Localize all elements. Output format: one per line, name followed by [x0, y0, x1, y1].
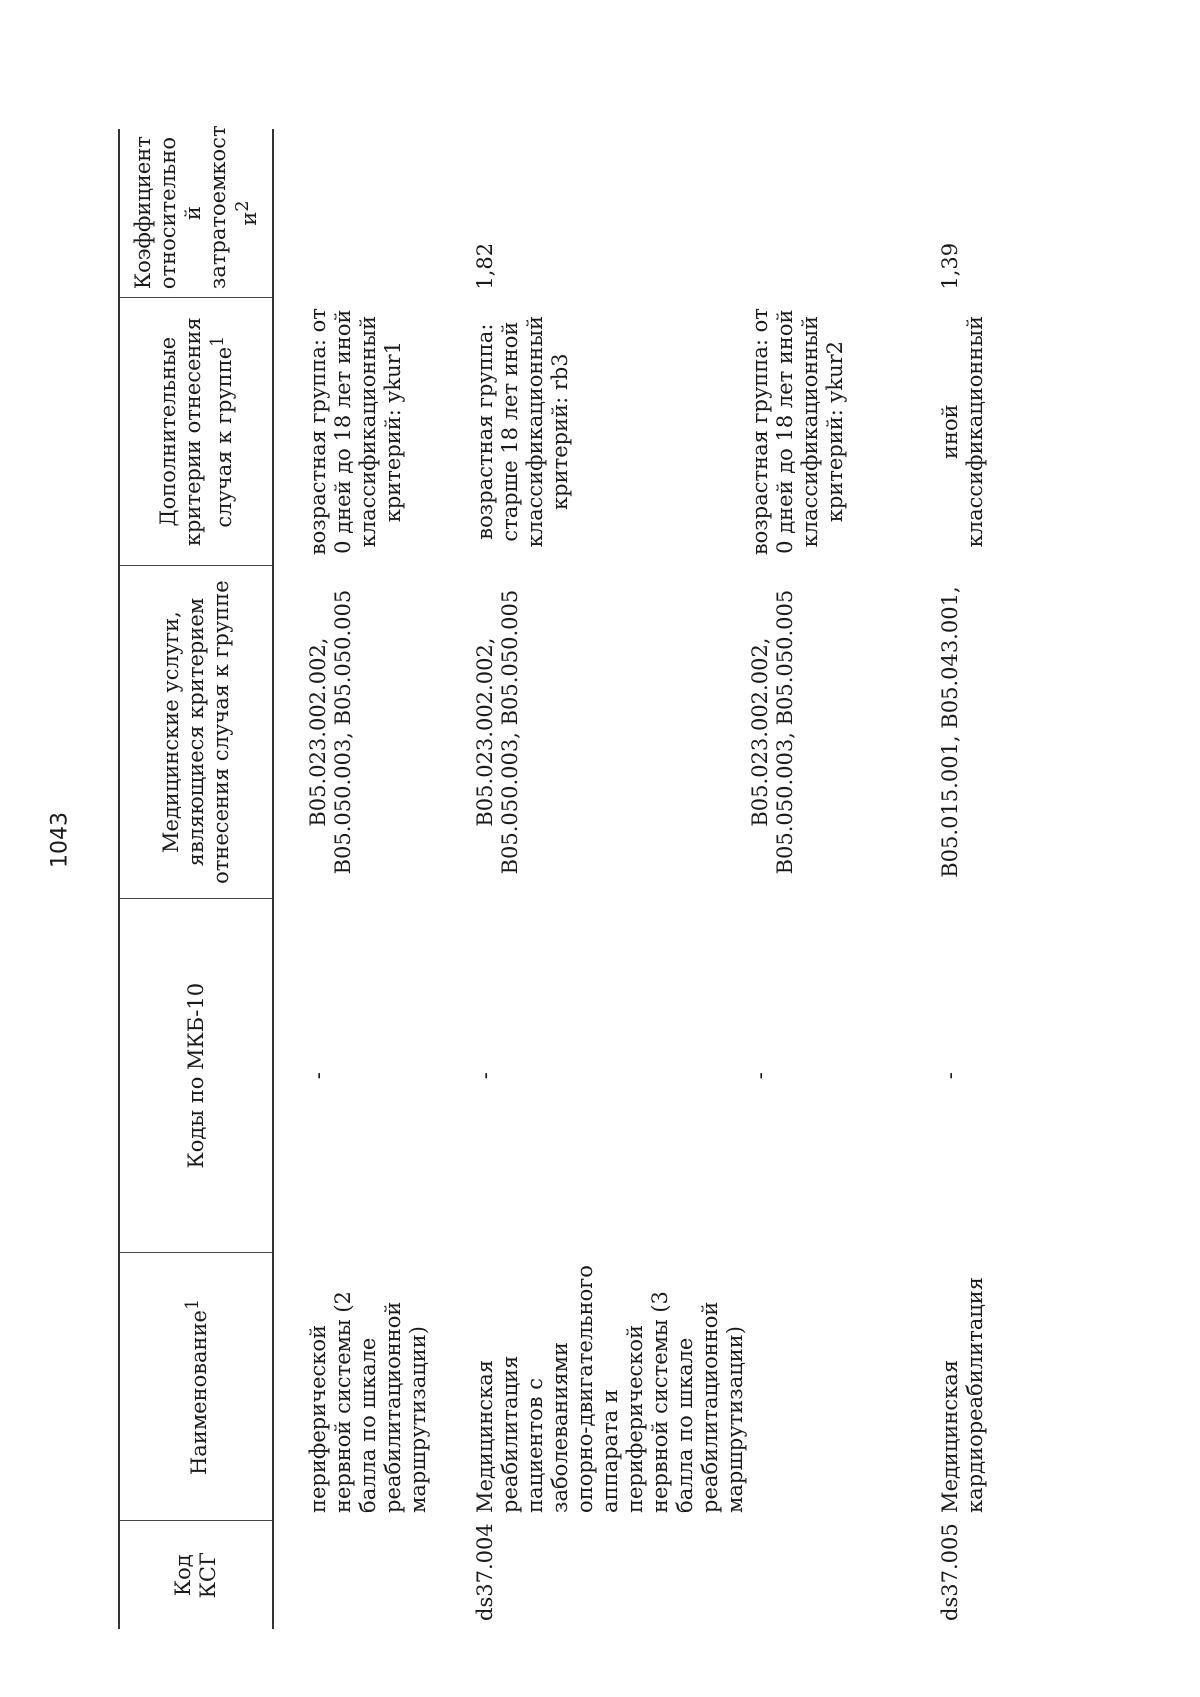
ksg-table [118, 125, 1018, 1629]
cell-code: ds37.005 [938, 1523, 962, 1621]
cell-services: B05.023.002.002, B05.050.003, B05.050.005 [473, 589, 522, 875]
cell-services: B05.023.002.002, B05.050.003, B05.050.005 [306, 589, 355, 875]
cell-code [273, 1521, 473, 1629]
header-code: Код КСГ [119, 1521, 273, 1629]
cell-code [748, 1521, 938, 1629]
cell-coef: 1,82 [473, 242, 497, 290]
cell-mkb: - [748, 1072, 772, 1080]
cell-mkb: - [306, 1072, 330, 1080]
table-row [938, 129, 1018, 1629]
cell-code: ds37.004 [473, 1523, 497, 1621]
cell-services: B05.023.002.002, B05.050.003, B05.050.005 [748, 589, 797, 875]
header-criteria: Дополнительные критерии отнесения случая к группе$^1$ [119, 298, 273, 566]
cell-criteria: иной классификационный [938, 315, 987, 548]
cell-mkb: - [938, 1072, 962, 1080]
header-services: Медицинские услуги, являющиеся критерием отнесения случая к группе [119, 566, 273, 899]
header-name: Наименование$^1$ [119, 1253, 273, 1521]
cell-criteria: возрастная группа: от 0 дней до 18 лет иной классификационный критерий: ykur2 [748, 308, 847, 556]
header-mkb: Коды по МКБ-10 [119, 898, 273, 1252]
cell-name: Медицинская реабилитация пациентов с заболеваниями опорно-двигательного аппарата и периферической нервной системы (3 балла по шкале реабилитационной маршрутизации) [473, 1265, 747, 1513]
cell-name: периферической нервной системы (2 балла по шкале реабилитационной маршрутизации) [306, 1291, 430, 1513]
header-coef: Коэффициент относительно й затратоемкост $и^2$ [119, 129, 273, 298]
cell-criteria: возрастная группа: старше 18 лет иной классификационный критерий: rb3 [473, 315, 572, 548]
cell-services: B05.015.001, B05.043.001, [938, 586, 962, 878]
cell-name: Медицинская кардиореабилитация [938, 1277, 987, 1513]
cell-coef [748, 129, 938, 298]
cell-criteria: возрастная группа: от 0 дней до 18 лет иной классификационный критерий: ykur1 [306, 308, 405, 556]
page-number: 1043 [47, 812, 73, 868]
table-header [119, 125, 273, 1629]
cell-coef: 1,39 [938, 242, 962, 290]
table-row [748, 129, 938, 1629]
table-row [473, 129, 748, 1629]
cell-name [748, 1253, 938, 1521]
table-row [273, 129, 473, 1629]
cell-coef [273, 129, 473, 298]
cell-mkb: - [473, 1072, 497, 1080]
